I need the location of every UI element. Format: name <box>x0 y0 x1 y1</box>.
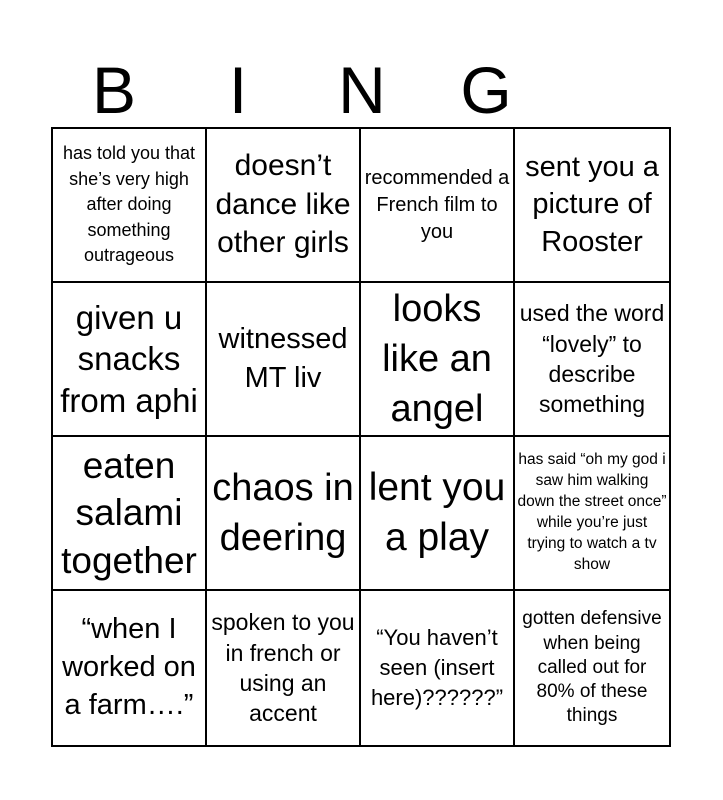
header-letter: I <box>228 53 248 127</box>
header-letter: N <box>338 53 386 127</box>
bingo-cell[interactable] <box>207 591 361 745</box>
cell-text: “when I worked on a farm….” <box>62 613 196 721</box>
bingo-cell[interactable] <box>53 591 207 745</box>
cell-text: witnessed MT liv <box>218 322 348 394</box>
header-letter-spacer <box>548 52 672 128</box>
bingo-cell[interactable] <box>207 283 361 437</box>
cell-text: gotten defensive when being called out for 80% of these things <box>522 608 662 727</box>
header-letter: B <box>91 53 137 127</box>
bingo-header <box>52 52 672 127</box>
bingo-cell[interactable] <box>53 129 207 283</box>
bingo-cell[interactable] <box>361 437 515 591</box>
bingo-cell[interactable] <box>361 129 515 283</box>
bingo-cell[interactable] <box>207 437 361 591</box>
cell-text: has told you that she’s very high after doing something outrageous <box>62 143 196 266</box>
cell-text: has said “oh my god i saw him walking down the street once” while you’re just trying to watch a tv show <box>517 451 667 573</box>
cell-text: chaos in deering <box>212 466 354 559</box>
bingo-cell[interactable] <box>53 283 207 437</box>
bingo-cell[interactable] <box>515 283 669 437</box>
cell-text: lent you a play <box>368 466 506 559</box>
bingo-cell[interactable] <box>53 437 207 591</box>
cell-text: used the word “lovely” to describe something <box>519 300 665 418</box>
header-letter: G <box>460 53 512 127</box>
bingo-cell[interactable] <box>361 283 515 437</box>
cell-text: spoken to you in french or using an accent <box>211 609 355 727</box>
bingo-cell[interactable] <box>515 129 669 283</box>
bingo-cell[interactable] <box>515 591 669 745</box>
bingo-board <box>51 127 671 747</box>
cell-text: sent you a picture of Rooster <box>525 151 659 258</box>
cell-text: eaten salami together <box>61 444 197 581</box>
bingo-cell[interactable] <box>207 129 361 283</box>
bingo-cell[interactable] <box>361 591 515 745</box>
cell-text: “You haven’t seen (insert here)??????” <box>370 625 504 710</box>
cell-text: given u snacks from aphi <box>60 298 198 419</box>
cell-text: doesn’t dance like other girls <box>215 149 351 260</box>
cell-text: looks like an angel <box>382 287 492 431</box>
bingo-cell[interactable] <box>515 437 669 591</box>
cell-text: recommended a French film to you <box>364 166 510 243</box>
